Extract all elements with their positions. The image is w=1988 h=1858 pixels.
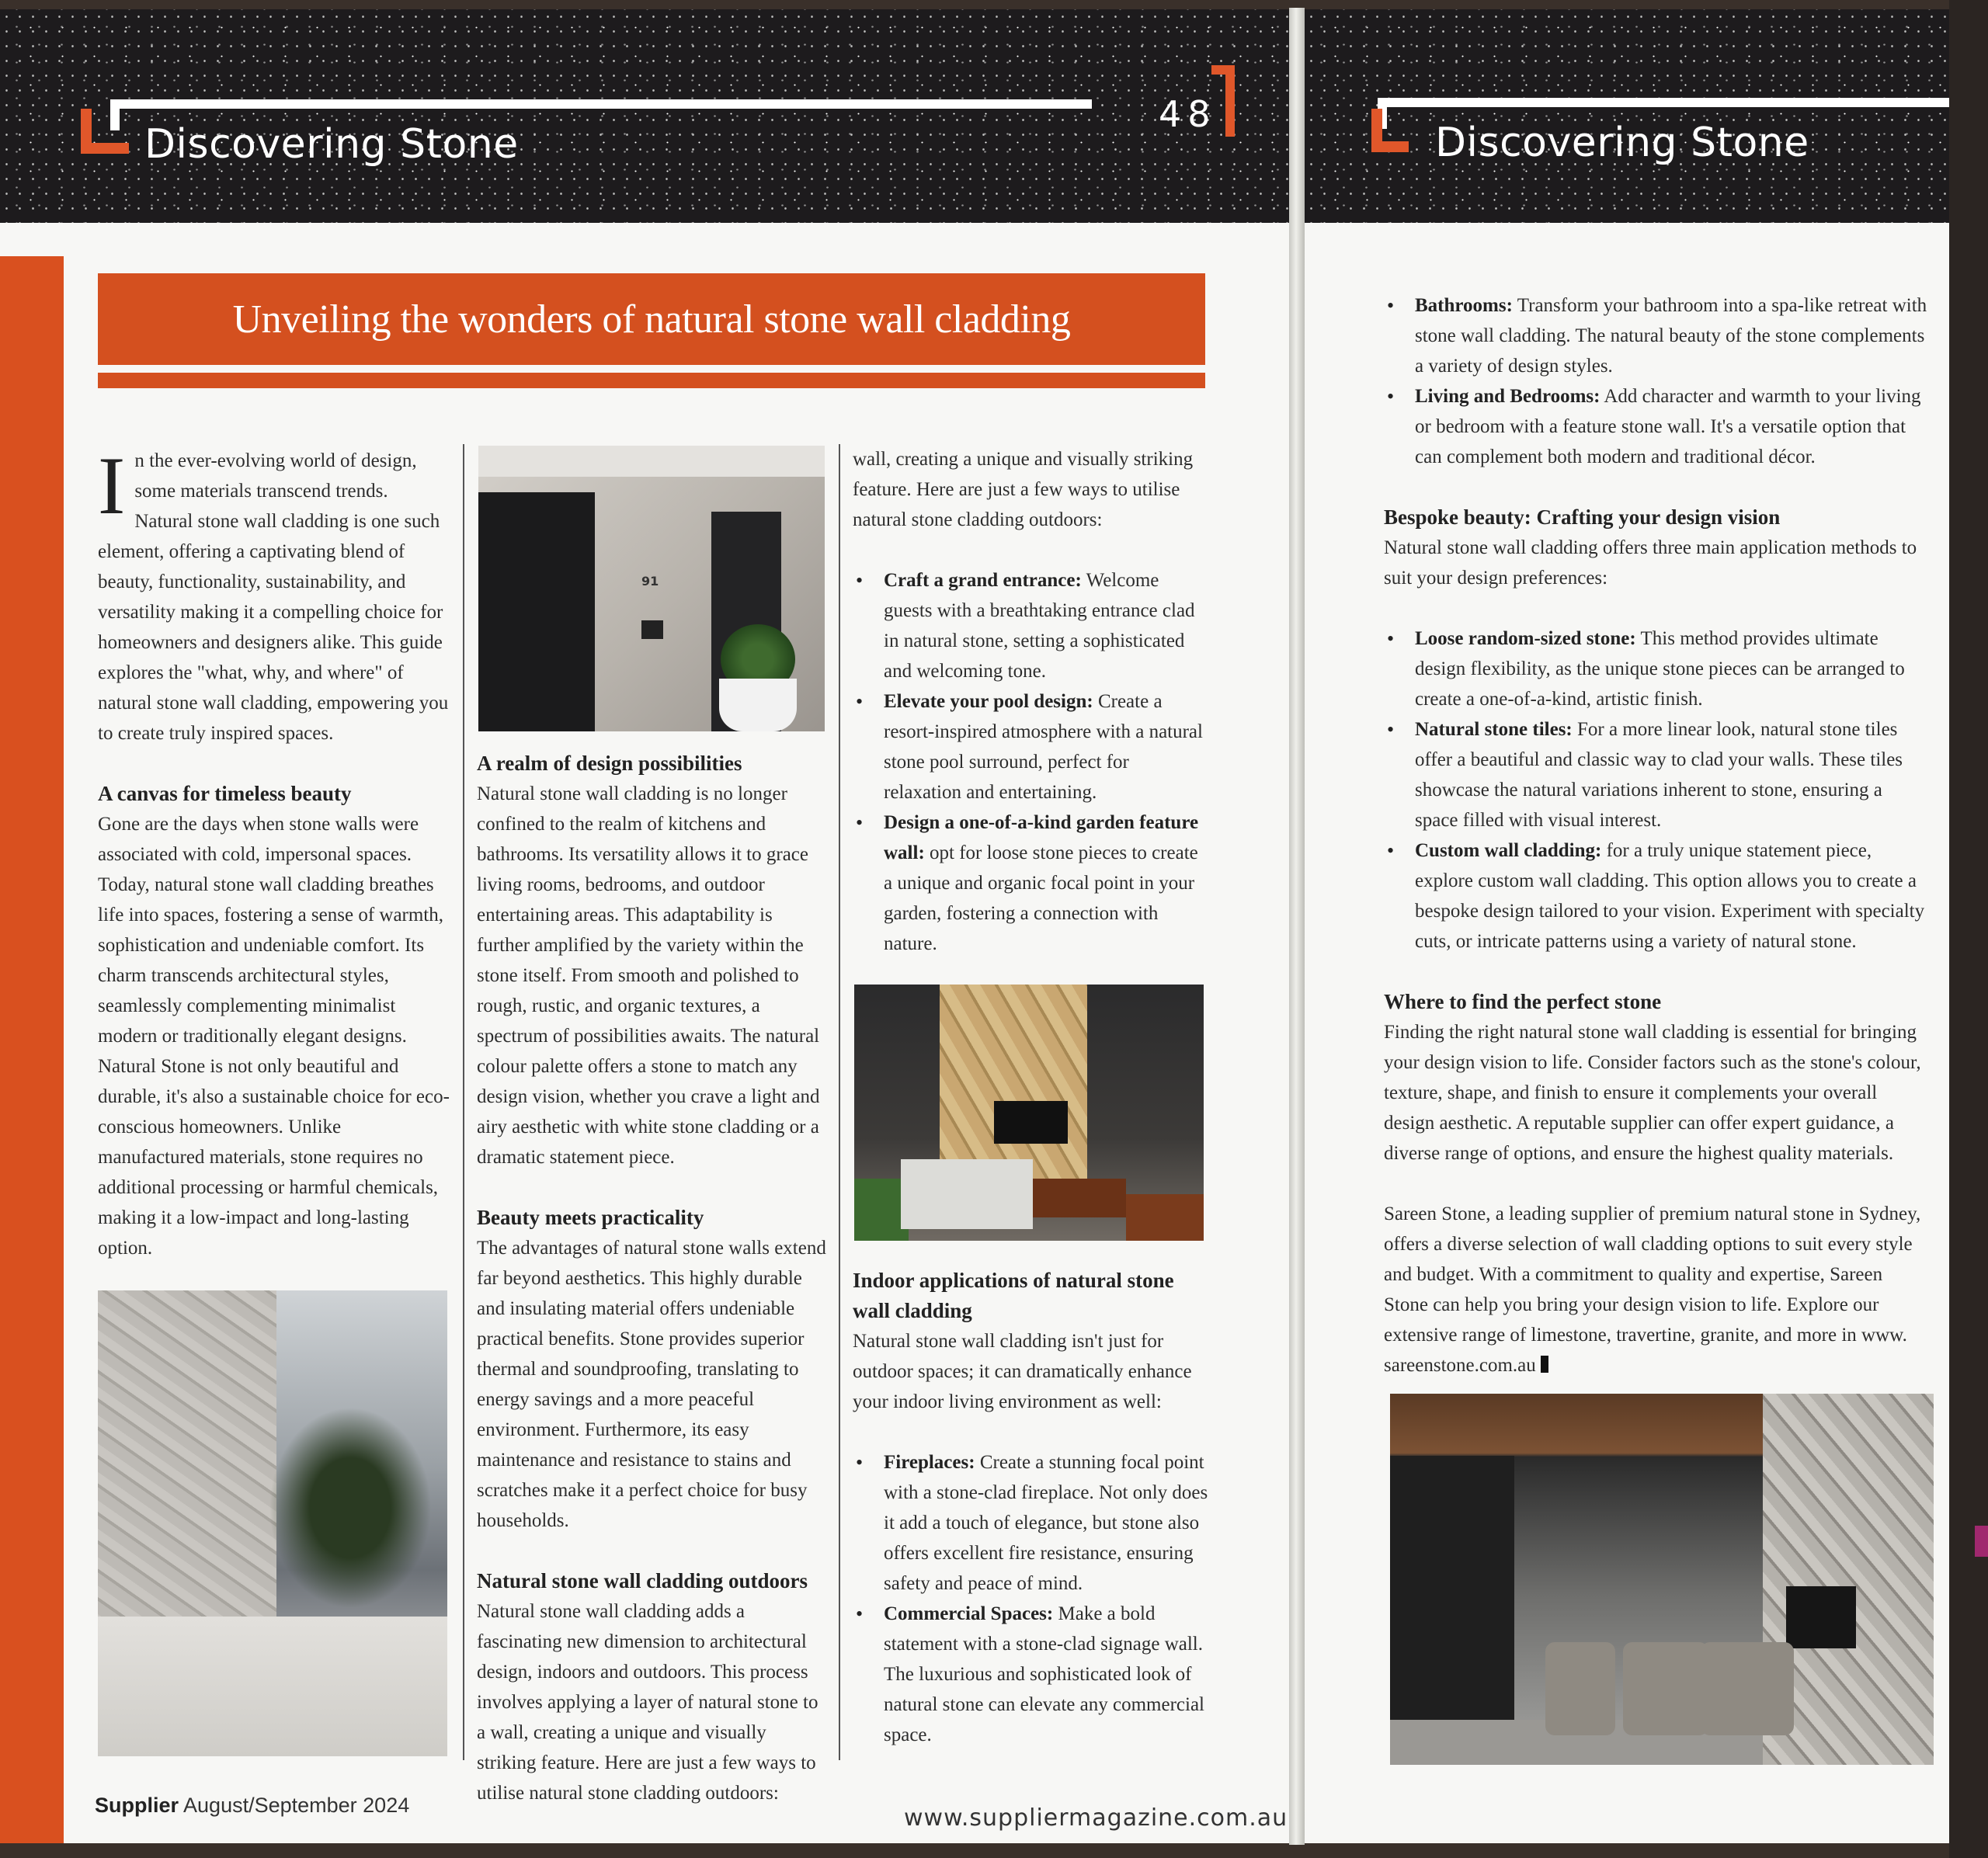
list-item: • Loose random-sized stone: This method provides ultimate design flexibility, as the unique stone pieces can be arranged to create a one-of-a-kind, artistic finish. — [1384, 623, 1927, 714]
heading-canvas: A canvas for timeless beauty — [98, 782, 352, 805]
header-rule — [1388, 98, 1949, 107]
list-item: • Commercial Spaces: Make a bold statement with a stone-clad signage wall. The luxurious and sophisticated look of natural stone can elevate any commercial space. — [853, 1599, 1208, 1750]
photo-entrance — [478, 446, 825, 731]
paragraph-outdoors-cont: wall, creating a unique and visually striking feature. Here are just a few ways to utilise natural stone cladding outdoors: — [853, 449, 1194, 530]
intro-paragraph — [98, 440, 450, 748]
article-title: Unveiling the wonders of natural stone wall cladding — [232, 297, 1071, 342]
page-number: 48 — [1159, 93, 1217, 135]
right-header — [1305, 9, 1949, 223]
section-title: Discovering Stone — [1435, 120, 1809, 166]
column-rule-2 — [839, 444, 840, 1760]
article-title-banner — [98, 273, 1205, 365]
paragraph-canvas: Gone are the days when stone walls were associated with cold, impersonal spaces. Today, natural stone wall cladding breathes life into spaces, fostering a sense of warmth, sophistication and undeniable comfort. Its charm transcends architectural styles, seamlessly complementing minimalist modern or traditionally elegant designs. Natural Stone is not only beautiful and durable, it's also a sustainable choice for eco-conscious homeowners. Unlike manufactured materials, stone requires no additional processing or harmful chemicals, making it a low-impact and long-lasting option. — [98, 814, 450, 1259]
intro-text: n the ever-evolving world of design, some materials transcend trends. Natural stone wall cladding is one such element, offering a captivating blend of beauty, functionality, sustainability, and versatility making it a compelling choice for homeowners and designers alike. This guide explores the "what, why, and where" of natural stone wall cladding, empowering you to create truly inspired spaces. — [98, 450, 449, 744]
heading-practicality: Beauty meets practicality — [477, 1206, 704, 1229]
footer-issue — [95, 1794, 409, 1818]
photo-stone-tower — [98, 1290, 447, 1756]
spine — [1289, 8, 1305, 1845]
list-item: • Custom wall cladding: for a truly unique statement piece, explore custom wall cladding. This option allows you to create a bespoke design tailored to your vision. Experiment with specialty cuts, or intricate patterns using a variety of natural stone. — [1384, 835, 1927, 957]
column-rule-1 — [463, 444, 464, 1760]
paragraph-outdoors: Natural stone wall cladding adds a fascinating new dimension to architectural design, indoors and outdoors. This process involves applying a layer of natural stone to a wall, creating a unique and visually striking feature. Here are just a few ways to utilise natural stone cladding outdoors: — [477, 1601, 818, 1804]
paragraph-sareen: Sareen Stone, a leading supplier of premium natural stone in Sydney, offers a diverse selection of wall cladding options to suit every style and budget. With a commitment to quality and expertise, Sareen Stone can help you bring your design vision to life. Explore our extensive range of limestone, travertine, granite, and more in www. sareenstone.com.au — [1384, 1203, 1921, 1376]
list-item: • Bathrooms: Transform your bathroom into a spa-like retreat with stone wall cladding. The natural beauty of the stone complements a variety of design styles. — [1384, 290, 1927, 381]
column-2 — [477, 748, 829, 1804]
next-page-edge — [1949, 0, 1988, 1858]
photo-indoor-fireplace — [1390, 1394, 1934, 1765]
drop-cap: I — [98, 440, 126, 531]
heading-realm: A realm of design possibilities — [477, 752, 742, 775]
header-bracket-orange — [81, 109, 129, 154]
heading-outdoors: Natural stone wall cladding outdoors — [477, 1569, 808, 1592]
indoor-list — [853, 1447, 1208, 1750]
paragraph-where: Finding the right natural stone wall cladding is essential for bringing your design vision to life. Consider factors such as the stone's colour, texture, shape, and finish to ensure it complements your overall design aesthetic. A reputable supplier can offer expert guidance, a diverse range of options, and ensure the highest quality materials. — [1384, 1022, 1921, 1164]
list-item: • Elevate your pool design: Create a resort-inspired atmosphere with a natural stone pool surround, perfect for relaxation and entertaining. — [853, 686, 1208, 807]
end-mark — [1541, 1356, 1548, 1373]
right-page — [1305, 9, 1949, 1843]
indoor-list-cont — [1384, 290, 1927, 472]
list-item: • Craft a grand entrance: Welcome guests with a breathtaking entrance clad in natural stone, setting a sophisticated and welcoming tone. — [853, 565, 1208, 686]
heading-where: Where to find the perfect stone — [1384, 990, 1662, 1013]
header-bracket-orange — [1371, 109, 1409, 152]
left-page — [0, 9, 1289, 1843]
column-3 — [853, 444, 1208, 959]
magazine-name: Supplier — [95, 1794, 179, 1817]
paragraph-indoor: Natural stone wall cladding isn't just for outdoor spaces; it can dramatically enhance your indoor living environment as well: — [853, 1331, 1192, 1412]
paragraph-realm: Natural stone wall cladding is no longer confined to the realm of kitchens and bathrooms. Its versatility allows it to grace living rooms, bedrooms, and outdoor entertaining areas. This adaptability is further amplified by the variety within the stone itself. From smooth and polished to rough, rustic, and organic textures, a spectrum of possibilities awaits. The natural colour palette offers a stone to match any design vision, whether you crave a light and airy aesthetic with white stone cladding or a dramatic statement piece. — [477, 783, 820, 1168]
page-number-bracket — [1211, 65, 1235, 137]
page-tab-marker — [1975, 1526, 1988, 1557]
list-item: • Design a one-of-a-kind garden feature wall: opt for loose stone pieces to create a unique and organic focal point in your garden, fostering a connection with nature. — [853, 807, 1208, 959]
issue-date: August/September 2024 — [179, 1794, 410, 1817]
house-number: 91 — [641, 574, 659, 589]
paragraph-practicality: The advantages of natural stone walls extend far beyond aesthetics. This highly durable and insulating material offers undeniable practical benefits. Stone provides superior thermal and soundproofing, translating to energy savings and a more peaceful environment. Furthermore, its easy maintenance and resistance to stains and scratches make it a perfect choice for busy households. — [477, 1238, 826, 1531]
column-3-lower — [853, 1266, 1208, 1750]
paragraph-bespoke: Natural stone wall cladding offers three main application methods to suit your design preferences: — [1384, 537, 1917, 589]
list-item: • Living and Bedrooms: Add character and warmth to your living or bedroom with a feature stone wall. It's a versatile option that can complement both modern and traditional décor. — [1384, 381, 1927, 472]
heading-bespoke: Bespoke beauty: Crafting your design vision — [1384, 505, 1781, 529]
photo-outdoor-fireplace — [854, 985, 1204, 1241]
column-1 — [98, 440, 450, 1263]
left-header — [0, 9, 1289, 223]
list-item: • Natural stone tiles: For a more linear look, natural stone tiles offer a beautiful and classic way to clad your walls. These tiles showcase the natural variations inherent to stone, ensuring a space filled with visual interest. — [1384, 714, 1927, 835]
method-list — [1384, 623, 1927, 957]
left-accent-bar — [0, 256, 64, 1843]
list-item: • Fireplaces: Create a stunning focal point with a stone-clad fireplace. Not only does it add a touch of elegance, but stone also offers excellent fire resistance, ensuring safety and peace of mind. — [853, 1447, 1208, 1599]
section-title: Discovering Stone — [144, 121, 519, 168]
title-underline — [98, 373, 1205, 388]
outdoor-list — [853, 565, 1208, 959]
right-column — [1384, 290, 1927, 1380]
header-rule — [121, 99, 1092, 109]
heading-indoor: Indoor applications of natural stone wall cladding — [853, 1269, 1174, 1322]
footer-website[interactable]: www.suppliermagazine.com.au — [904, 1804, 1288, 1832]
